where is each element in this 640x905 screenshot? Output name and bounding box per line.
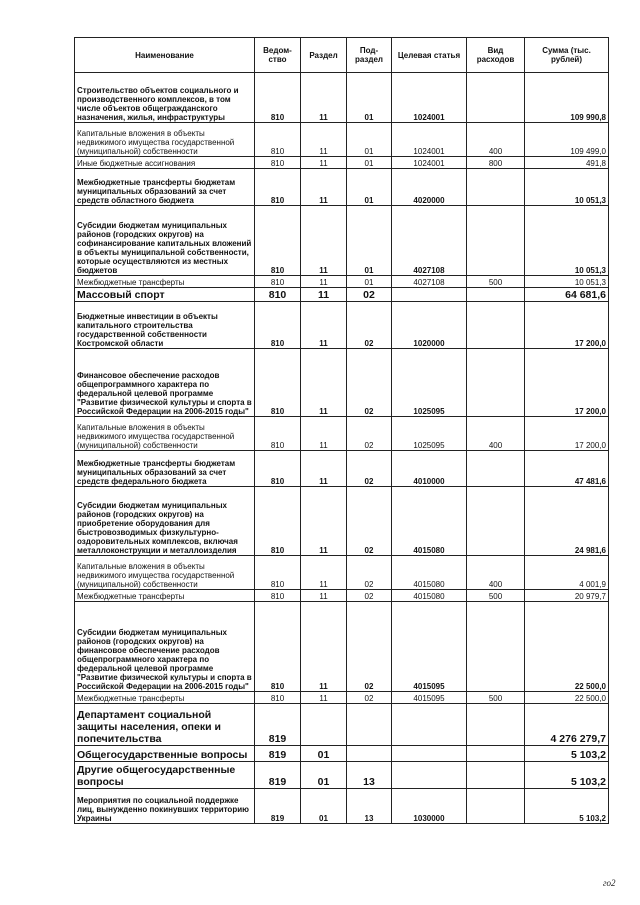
row-exptype-cell bbox=[467, 302, 525, 349]
row-sum-cell: 4 276 279,7 bbox=[525, 704, 609, 746]
row-dept-cell: 819 bbox=[255, 762, 301, 789]
row-section-cell: 11 bbox=[301, 349, 347, 417]
row-section-cell: 11 bbox=[301, 157, 347, 169]
row-name-cell: Субсидии бюджетам муниципальных районов (городских округов) на финансовое обеспечение расходов общепрограммного характера по федеральной целевой программе "Развитие физической культуры и спорта в Российской Федерации на 2006-2015 годы" bbox=[75, 602, 255, 692]
row-dept-cell: 810 bbox=[255, 487, 301, 556]
header-dept: Ведом-ство bbox=[255, 38, 301, 73]
row-sum-cell: 17 200,0 bbox=[525, 349, 609, 417]
row-target-cell: 4027108 bbox=[392, 276, 467, 288]
row-exptype-cell: 400 bbox=[467, 123, 525, 157]
row-section-cell: 11 bbox=[301, 417, 347, 451]
budget-sheet bbox=[74, 37, 609, 824]
row-target-cell: 4015080 bbox=[392, 556, 467, 590]
row-subsection-cell: 13 bbox=[347, 789, 392, 824]
row-sum-cell: 22 500,0 bbox=[525, 602, 609, 692]
row-section-cell: 11 bbox=[301, 590, 347, 602]
row-dept-cell: 819 bbox=[255, 746, 301, 762]
row-target-cell: 1024001 bbox=[392, 157, 467, 169]
row-subsection-cell: 13 bbox=[347, 762, 392, 789]
row-dept-cell: 810 bbox=[255, 302, 301, 349]
row-exptype-cell bbox=[467, 746, 525, 762]
row-exptype-cell bbox=[467, 487, 525, 556]
row-dept-cell: 819 bbox=[255, 789, 301, 824]
row-subsection-cell: 02 bbox=[347, 288, 392, 302]
row-sum-cell: 17 200,0 bbox=[525, 417, 609, 451]
row-target-cell: 4015080 bbox=[392, 487, 467, 556]
table-header-row bbox=[75, 38, 609, 73]
row-target-cell bbox=[392, 288, 467, 302]
row-target-cell bbox=[392, 746, 467, 762]
header-name: Наименование bbox=[75, 38, 255, 73]
row-section-cell: 01 bbox=[301, 746, 347, 762]
row-section-cell: 11 bbox=[301, 73, 347, 123]
row-dept-cell: 810 bbox=[255, 276, 301, 288]
row-subsection-cell bbox=[347, 746, 392, 762]
row-subsection-cell: 01 bbox=[347, 276, 392, 288]
row-name-cell: Межбюджетные трансферты бюджетам муниципальных образований за счет средств федерального бюджета bbox=[75, 451, 255, 487]
row-target-cell bbox=[392, 762, 467, 789]
row-sum-cell: 109 990,8 bbox=[525, 73, 609, 123]
budget-table bbox=[74, 37, 609, 824]
row-name-cell: Капитальные вложения в объекты недвижимого имущества государственной (муниципальной) собственности bbox=[75, 123, 255, 157]
row-dept-cell: 810 bbox=[255, 288, 301, 302]
row-name-cell: Общегосударственные вопросы bbox=[75, 746, 255, 762]
row-name-cell: Бюджетные инвестиции в объекты капитального строительства государственной собственности Костромской области bbox=[75, 302, 255, 349]
row-name-cell: Капитальные вложения в объекты недвижимого имущества государственной (муниципальной) собственности bbox=[75, 556, 255, 590]
row-name-cell: Массовый спорт bbox=[75, 288, 255, 302]
row-sum-cell: 5 103,2 bbox=[525, 746, 609, 762]
row-name-cell: Субсидии бюджетам муниципальных районов (городских округов) на софинансирование капитальных вложений в объекты муниципальной собственности, которые осуществляются из местных бюджетов bbox=[75, 206, 255, 276]
row-sum-cell: 24 981,6 bbox=[525, 487, 609, 556]
table-row bbox=[75, 556, 609, 590]
table-row bbox=[75, 762, 609, 789]
row-sum-cell: 5 103,2 bbox=[525, 789, 609, 824]
row-sum-cell: 10 051,3 bbox=[525, 206, 609, 276]
row-name-cell: Финансовое обеспечение расходов общепрограммного характера по федеральной целевой программе "Развитие физической культуры и спорта в Российской Федерации на 2006-2015 годы" bbox=[75, 349, 255, 417]
row-sum-cell: 4 001,9 bbox=[525, 556, 609, 590]
row-dept-cell: 810 bbox=[255, 123, 301, 157]
table-row bbox=[75, 169, 609, 206]
row-subsection-cell: 02 bbox=[347, 602, 392, 692]
row-exptype-cell bbox=[467, 451, 525, 487]
row-section-cell: 01 bbox=[301, 789, 347, 824]
table-row bbox=[75, 704, 609, 746]
row-exptype-cell bbox=[467, 789, 525, 824]
row-name-cell: Строительство объектов социального и производственного комплексов, в том числе объектов общегражданского назначения, жилья, инфраструктуры bbox=[75, 73, 255, 123]
row-sum-cell: 491,8 bbox=[525, 157, 609, 169]
row-subsection-cell: 02 bbox=[347, 692, 392, 704]
row-target-cell: 1025095 bbox=[392, 349, 467, 417]
row-exptype-cell bbox=[467, 762, 525, 789]
row-name-cell: Субсидии бюджетам муниципальных районов (городских округов) на приобретение оборудования для быстровозводимых физкультурно-оздоровительных комплексов, включая металлоконструкции и металлоизделия bbox=[75, 487, 255, 556]
row-section-cell: 11 bbox=[301, 556, 347, 590]
row-exptype-cell bbox=[467, 704, 525, 746]
row-sum-cell: 22 500,0 bbox=[525, 692, 609, 704]
row-sum-cell: 109 499,0 bbox=[525, 123, 609, 157]
table-row bbox=[75, 288, 609, 302]
table-row bbox=[75, 417, 609, 451]
row-section-cell: 11 bbox=[301, 123, 347, 157]
row-dept-cell: 810 bbox=[255, 169, 301, 206]
row-section-cell: 11 bbox=[301, 206, 347, 276]
row-dept-cell: 810 bbox=[255, 692, 301, 704]
row-exptype-cell bbox=[467, 73, 525, 123]
row-section-cell: 11 bbox=[301, 451, 347, 487]
row-dept-cell: 810 bbox=[255, 157, 301, 169]
row-subsection-cell: 01 bbox=[347, 123, 392, 157]
row-name-cell: Межбюджетные трансферты bbox=[75, 590, 255, 602]
row-section-cell: 11 bbox=[301, 692, 347, 704]
table-row bbox=[75, 73, 609, 123]
header-subsection: Под-раздел bbox=[347, 38, 392, 73]
row-target-cell: 1025095 bbox=[392, 417, 467, 451]
row-name-cell: Мероприятия по социальной поддержке лиц, вынужденно покинувших территорию Украины bbox=[75, 789, 255, 824]
row-exptype-cell bbox=[467, 169, 525, 206]
table-row bbox=[75, 590, 609, 602]
row-subsection-cell: 01 bbox=[347, 73, 392, 123]
row-dept-cell: 810 bbox=[255, 556, 301, 590]
table-row bbox=[75, 349, 609, 417]
row-section-cell: 11 bbox=[301, 288, 347, 302]
table-row bbox=[75, 692, 609, 704]
row-section-cell bbox=[301, 704, 347, 746]
row-target-cell: 4027108 bbox=[392, 206, 467, 276]
row-sum-cell: 10 051,3 bbox=[525, 169, 609, 206]
row-target-cell: 1030000 bbox=[392, 789, 467, 824]
row-section-cell: 11 bbox=[301, 602, 347, 692]
row-target-cell: 1024001 bbox=[392, 73, 467, 123]
row-name-cell: Межбюджетные трансферты bbox=[75, 276, 255, 288]
row-target-cell: 4015080 bbox=[392, 590, 467, 602]
row-dept-cell: 810 bbox=[255, 206, 301, 276]
row-target-cell: 4015095 bbox=[392, 602, 467, 692]
row-subsection-cell: 02 bbox=[347, 590, 392, 602]
row-subsection-cell: 02 bbox=[347, 417, 392, 451]
table-row bbox=[75, 487, 609, 556]
row-section-cell: 11 bbox=[301, 276, 347, 288]
row-sum-cell: 17 200,0 bbox=[525, 302, 609, 349]
row-target-cell: 4015095 bbox=[392, 692, 467, 704]
row-exptype-cell bbox=[467, 349, 525, 417]
row-exptype-cell bbox=[467, 206, 525, 276]
row-subsection-cell bbox=[347, 704, 392, 746]
row-subsection-cell: 01 bbox=[347, 157, 392, 169]
row-sum-cell: 5 103,2 bbox=[525, 762, 609, 789]
handwritten-page-mark: го2 bbox=[603, 878, 616, 888]
table-row bbox=[75, 302, 609, 349]
header-section: Раздел bbox=[301, 38, 347, 73]
row-sum-cell: 10 051,3 bbox=[525, 276, 609, 288]
row-exptype-cell: 500 bbox=[467, 590, 525, 602]
table-row bbox=[75, 746, 609, 762]
row-exptype-cell: 500 bbox=[467, 692, 525, 704]
row-dept-cell: 810 bbox=[255, 451, 301, 487]
table-row bbox=[75, 123, 609, 157]
row-name-cell: Межбюджетные трансферты bbox=[75, 692, 255, 704]
row-exptype-cell bbox=[467, 288, 525, 302]
table-row bbox=[75, 157, 609, 169]
row-name-cell: Капитальные вложения в объекты недвижимого имущества государственной (муниципальной) собственности bbox=[75, 417, 255, 451]
row-section-cell: 11 bbox=[301, 487, 347, 556]
table-row bbox=[75, 206, 609, 276]
table-row bbox=[75, 451, 609, 487]
row-exptype-cell: 400 bbox=[467, 556, 525, 590]
row-dept-cell: 810 bbox=[255, 349, 301, 417]
row-dept-cell: 810 bbox=[255, 602, 301, 692]
row-exptype-cell bbox=[467, 602, 525, 692]
table-row bbox=[75, 602, 609, 692]
row-subsection-cell: 02 bbox=[347, 349, 392, 417]
row-section-cell: 11 bbox=[301, 169, 347, 206]
table-row bbox=[75, 789, 609, 824]
row-exptype-cell: 400 bbox=[467, 417, 525, 451]
header-exptype: Вид расходов bbox=[467, 38, 525, 73]
header-target: Целевая статья bbox=[392, 38, 467, 73]
header-sum: Сумма (тыс. рублей) bbox=[525, 38, 609, 73]
row-subsection-cell: 01 bbox=[347, 169, 392, 206]
row-sum-cell: 64 681,6 bbox=[525, 288, 609, 302]
row-dept-cell: 810 bbox=[255, 73, 301, 123]
row-exptype-cell: 500 bbox=[467, 276, 525, 288]
row-dept-cell: 819 bbox=[255, 704, 301, 746]
row-target-cell bbox=[392, 704, 467, 746]
row-sum-cell: 47 481,6 bbox=[525, 451, 609, 487]
table-row bbox=[75, 276, 609, 288]
row-target-cell: 4010000 bbox=[392, 451, 467, 487]
row-subsection-cell: 02 bbox=[347, 302, 392, 349]
row-dept-cell: 810 bbox=[255, 417, 301, 451]
row-subsection-cell: 01 bbox=[347, 206, 392, 276]
row-subsection-cell: 02 bbox=[347, 556, 392, 590]
row-subsection-cell: 02 bbox=[347, 451, 392, 487]
row-target-cell: 4020000 bbox=[392, 169, 467, 206]
row-dept-cell: 810 bbox=[255, 590, 301, 602]
row-name-cell: Другие общегосударственные вопросы bbox=[75, 762, 255, 789]
row-sum-cell: 20 979,7 bbox=[525, 590, 609, 602]
row-exptype-cell: 800 bbox=[467, 157, 525, 169]
row-name-cell: Межбюджетные трансферты бюджетам муниципальных образований за счет средств областного бюджета bbox=[75, 169, 255, 206]
row-target-cell: 1020000 bbox=[392, 302, 467, 349]
row-name-cell: Иные бюджетные ассигнования bbox=[75, 157, 255, 169]
row-subsection-cell: 02 bbox=[347, 487, 392, 556]
row-name-cell: Департамент социальной защиты населения, опеки и попечительства bbox=[75, 704, 255, 746]
row-target-cell: 1024001 bbox=[392, 123, 467, 157]
row-section-cell: 01 bbox=[301, 762, 347, 789]
row-section-cell: 11 bbox=[301, 302, 347, 349]
